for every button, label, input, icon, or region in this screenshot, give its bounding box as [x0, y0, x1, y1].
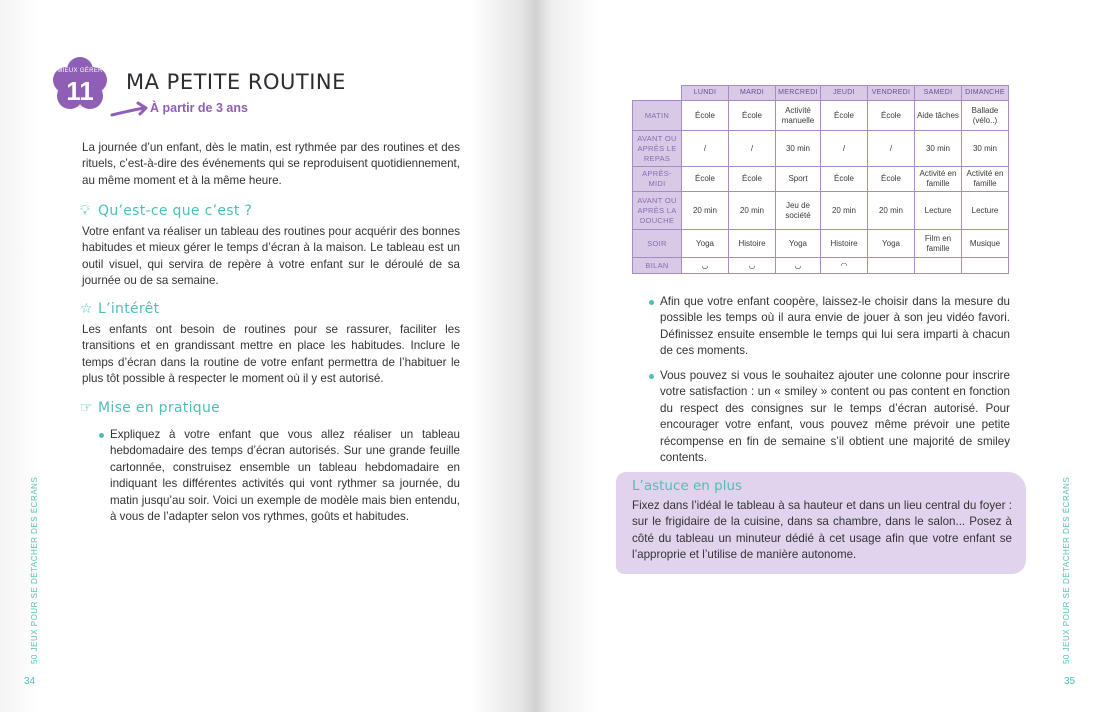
section-text-interest: Les enfants ont besoin de routines pour se rassurer, faciliter les transitions et en grandissant mettre en place les habitudes. Inclure le temps d’écran dans la routine de votre enfant permettra de l’habituer le plus tôt possible à respecter le moment où il y est autorisé. [82, 323, 460, 386]
table-header-cell: VENDREDI [868, 86, 915, 101]
table-cell: 20 min [868, 192, 915, 230]
table-row [633, 192, 1009, 230]
bullet-dot [649, 374, 654, 379]
running-head-right: 50 JEUX POUR SE DÉTACHER DES ÉCRANS [1062, 476, 1071, 664]
tip-title: L’astuce en plus [632, 478, 743, 494]
table-cell: Sport [776, 167, 821, 192]
table-header-cell: SAMEDI [915, 86, 962, 101]
intro-paragraph: La journée d’un enfant, dès le matin, est rythmée par des routines et des rituels, c’est-à-dire des événements qui se reproduisent quotidiennement, au même moment et à la même heure. [82, 141, 460, 187]
table-cell: 30 min [915, 131, 962, 167]
table-cell: Yoga [868, 230, 915, 258]
smiley-cell: ◡ [682, 258, 729, 274]
table-cell: 20 min [729, 192, 776, 230]
section-heading-practice: ☞ Mise en pratique [80, 400, 221, 416]
table-row [633, 101, 1009, 131]
age-label: À partir de 3 ans [150, 101, 248, 115]
table-cell: Lecture [962, 192, 1009, 230]
table-cell: École [868, 167, 915, 192]
arrow-icon [110, 101, 150, 119]
running-head-left: 50 JEUX POUR SE DÉTACHER DES ÉCRANS [30, 476, 39, 664]
badge-label: MIEUX GÉRER [57, 68, 103, 74]
table-row-label: BILAN [633, 258, 682, 274]
bullet-dot [99, 433, 104, 438]
table-header-cell: MARDI [729, 86, 776, 101]
table-header-cell: LUNDI [682, 86, 729, 101]
section-heading-what: 💡︎ Qu’est-ce que c’est ? [80, 203, 253, 219]
table-cell: Lecture [915, 192, 962, 230]
table-cell: École [729, 101, 776, 131]
star-icon: ☆ [80, 301, 93, 317]
page-number-left: 34 [24, 676, 36, 687]
table-row [633, 230, 1009, 258]
table-cell: École [821, 101, 868, 131]
table-row [633, 131, 1009, 167]
table-cell: Histoire [821, 230, 868, 258]
smiley-cell [962, 258, 1009, 274]
table-cell: Histoire [729, 230, 776, 258]
smiley-cell: ◠ [821, 258, 868, 274]
table-row [633, 167, 1009, 192]
practice-bullet: Expliquez à votre enfant que vous allez réaliser un tableau hebdomadaire des temps d’écran autorisés. Sur une grande feuille cartonnée, construisez ensemble un tableau hebdomadaire en indiquant les différentes activités qui vont rythmer sa journée, du matin jusqu’au soir. Voici un exemple de modèle mais bien entendu, à vous de l’adapter selon vos rythmes, goûts et habitudes. [110, 428, 460, 524]
table-row [633, 258, 1009, 274]
table-cell: École [682, 101, 729, 131]
table-cell: 20 min [682, 192, 729, 230]
table-cell: 30 min [776, 131, 821, 167]
table-cell: Activité manuelle [776, 101, 821, 131]
table-cell: École [682, 167, 729, 192]
table-cell: / [682, 131, 729, 167]
table-cell: 30 min [962, 131, 1009, 167]
table-cell: Activité en famille [915, 167, 962, 192]
choice-bullet: Afin que votre enfant coopère, laissez-le choisir dans la mesure du possible les temps où il aura envie de jouer à son jeu vidéo favori. Définissez ensuite ensemble le temps qui lui sera imparti à chacun de ces moments. [660, 295, 1010, 358]
table-cell: Ballade (vélo..) [962, 101, 1009, 131]
table-header-cell: MERCREDI [776, 86, 821, 101]
table-cell: Jeu de société [776, 192, 821, 230]
table-cell: École [868, 101, 915, 131]
table-header-cell: JEUDI [821, 86, 868, 101]
smiley-cell: ◡ [729, 258, 776, 274]
table-row-label: AVANT OU APRÈS LA DOUCHE [633, 192, 682, 230]
table-cell: Activité en famille [962, 167, 1009, 192]
table-cell: Musique [962, 230, 1009, 258]
table-row-label: MATIN [633, 101, 682, 131]
table-cell: / [729, 131, 776, 167]
table-header-row [633, 86, 1009, 101]
section-heading-interest: ☆ L’intérêt [80, 301, 160, 317]
routine-table [632, 85, 1009, 274]
table-cell: Film en famille [915, 230, 962, 258]
table-header-cell: DIMANCHE [962, 86, 1009, 101]
table-row-label: APRÈS-MIDI [633, 167, 682, 192]
table-cell: / [821, 131, 868, 167]
smiley-cell [868, 258, 915, 274]
lightbulb-icon: 💡︎ [80, 203, 91, 219]
table-cell: Yoga [682, 230, 729, 258]
smiley-cell: ◡ [776, 258, 821, 274]
table-cell: / [868, 131, 915, 167]
table-row-label: AVANT OU APRÈS LE REPAS [633, 131, 682, 167]
pointing-hand-icon: ☞ [80, 400, 93, 416]
table-corner [633, 86, 682, 101]
smiley-cell [915, 258, 962, 274]
smiley-bullet: Vous pouvez si vous le souhaitez ajouter une colonne pour inscrire votre satisfaction : un « smiley » content ou pas content en fonction du respect des consignes sur le temps d’écran autorisé. Pour encourager votre enfant, vous pouvez même prévoir une petite récompense en fin de semaine s’il obtient une majorité de smiley contents. [660, 369, 1010, 465]
table-cell: École [821, 167, 868, 192]
table-cell: École [729, 167, 776, 192]
page-number-right: 35 [1064, 676, 1076, 687]
bullet-dot [649, 300, 654, 305]
table-cell: 20 min [821, 192, 868, 230]
table-row-label: SOIR [633, 230, 682, 258]
table-cell: Aide tâches [915, 101, 962, 131]
page-title: MA PETITE ROUTINE [126, 70, 346, 94]
table-cell: Yoga [776, 230, 821, 258]
section-text-what: Votre enfant va réaliser un tableau des routines pour acquérir des bonnes habitudes et mieux gérer le temps d’écran à la maison. Le tableau est un outil visuel, qui servira de repère à votre enfant sur le déroulé de sa journée ou de sa semaine. [82, 225, 460, 288]
badge-number: 11 [66, 76, 94, 106]
tip-text: Fixez dans l’idéal le tableau à sa hauteur et dans un lieu central du foyer : sur le frigidaire de la cuisine, dans sa chambre, dans le salon... Posez à côté du tableau un minuteur dédié à cet usage afin que votre enfant se l’approprie et l’utilise de manière autonome. [632, 499, 1012, 562]
